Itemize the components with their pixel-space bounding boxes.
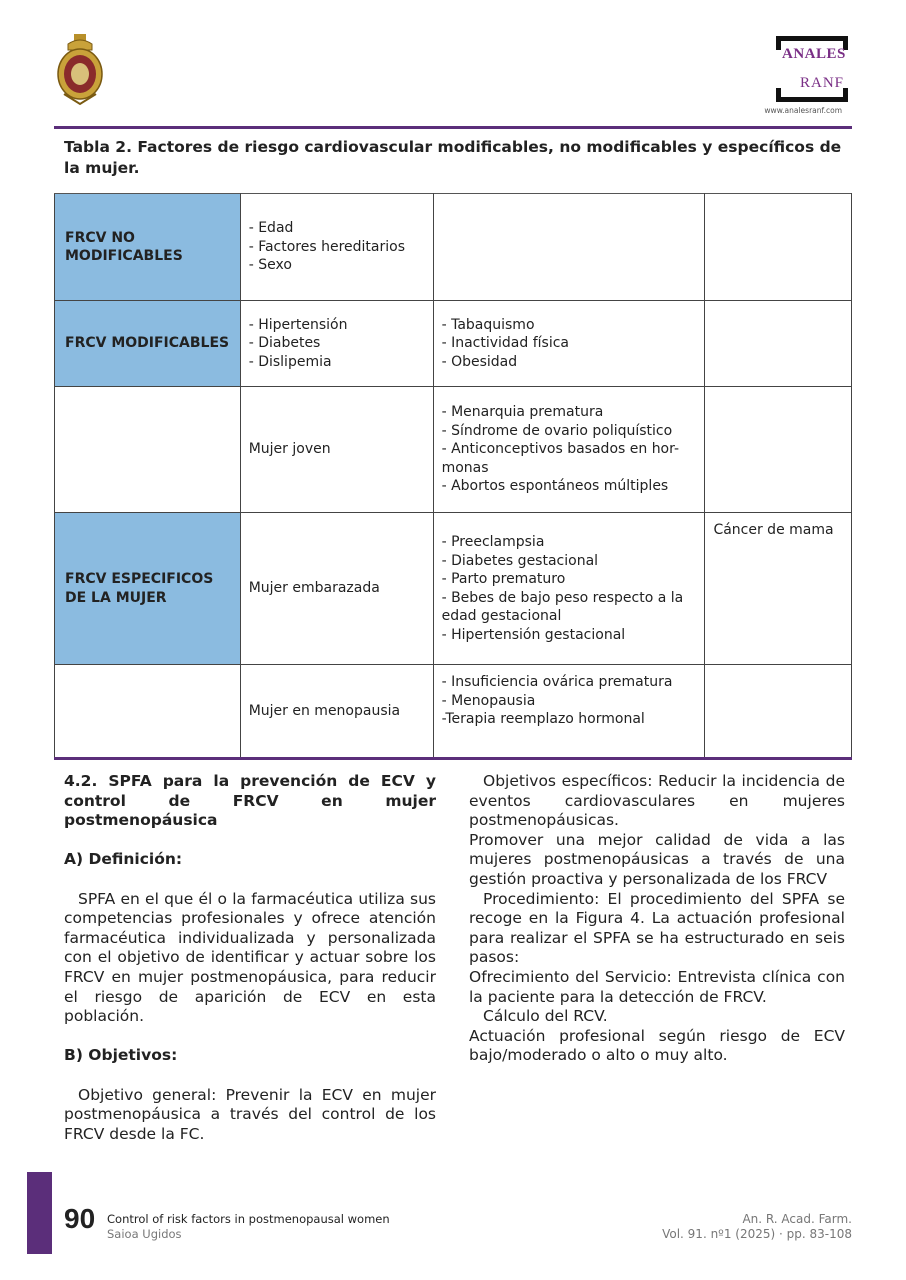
logo-ranf-text: RANF — [799, 75, 844, 91]
cell-line: - Bebes de bajo peso respecto a la edad gestacional — [441, 589, 684, 624]
cell-line: - Inactividad física — [441, 335, 569, 352]
right-column — [469, 772, 845, 1066]
row-col3: Cáncer de mama — [705, 513, 852, 665]
cell-line: - Preeclampsia — [441, 534, 545, 550]
running-title: Control of risk factors in postmenopausal women — [107, 1212, 390, 1226]
table-bottom-rule — [54, 757, 852, 760]
cell-line: - Hipertensión gestacional — [441, 626, 626, 643]
row-col3 — [705, 387, 852, 513]
table-title: Tabla 2. Factores de riesgo cardiovascular modificables, no modificables y específicos de la mujer. — [64, 138, 842, 177]
table-row — [55, 513, 852, 665]
row-head — [55, 387, 241, 513]
cell-line: - Diabetes — [248, 335, 321, 352]
academy-crest-logo — [54, 34, 106, 106]
cell-line: Mujer en menopausia — [248, 703, 401, 720]
row-col2 — [433, 301, 705, 387]
cell-line: - Diabetes gestacional — [441, 552, 599, 569]
table-row — [55, 387, 852, 513]
action-paragraph: Actuación profesional según riesgo de ECV bajo/moderado o alto o muy alto. — [469, 1026, 845, 1065]
procedure-paragraph: Procedimiento: El procedimiento del SPFA se recoge en la Figura 4. La actuación profesional para realizar el SPFA se ha estructurado en seis pasos: — [469, 889, 845, 967]
section-title: 4.2. SPFA para la prevención de ECV y control de FRCV en mujer postmenopáusica — [64, 772, 436, 830]
row-col1 — [240, 513, 433, 665]
cell-line: - Sexo — [248, 257, 292, 274]
cell-line: Mujer embarazada — [248, 580, 380, 597]
logo-url: www.analesranf.com — [764, 106, 842, 115]
running-author: Saioa Ugidos — [107, 1227, 182, 1241]
cell-line: - Factores hereditarios — [248, 238, 406, 255]
general-objective-paragraph: Objetivo general: Prevenir la ECV en mujer postmenopáusica a través del control de los FRCV desde la FC. — [64, 1085, 436, 1143]
row-col1 — [240, 194, 433, 301]
row-col1 — [240, 301, 433, 387]
row-head: FRCV MODIFICABLES — [55, 301, 241, 387]
row-head: FRCV NO MODIFICABLES — [55, 194, 241, 301]
cell-line: - Hipertensión — [248, 316, 348, 333]
cell-line: Mujer joven — [248, 441, 331, 458]
offer-paragraph: Ofrecimiento del Servicio: Entrevista clínica con la paciente para la detección de FRCV. — [469, 967, 845, 1006]
cell-line: - Edad — [248, 220, 294, 237]
definition-heading: A) Definición: — [64, 850, 183, 869]
table-row — [55, 301, 852, 387]
journal-name: An. R. Acad. Farm. — [742, 1212, 852, 1226]
cell-line: -Terapia reemplazo hormonal — [441, 711, 645, 727]
page-number: 90 — [64, 1203, 96, 1234]
definition-paragraph: SPFA en el que él o la farmacéutica utiliza sus competencias profesionales y ofrece atención farmacéutica individualizada y personalizada con el objetivo de identificar y actuar sobre los FRCV en mujer postmenopáusica, para reducir el riesgo de aparición de ECV en esta población. — [64, 889, 436, 1026]
cell-line: - Menarquia prematura — [441, 404, 604, 421]
cell-line: - Dislipemia — [248, 353, 332, 370]
left-column — [64, 772, 436, 1144]
table-row — [55, 194, 852, 301]
specific-objectives-paragraph: Objetivos específicos: Reducir la incidencia de eventos cardiovasculares en mujeres postmenopáusicas. — [469, 772, 845, 830]
row-col2 — [433, 387, 705, 513]
footer-accent-bar — [27, 1172, 52, 1254]
header-rule — [54, 126, 852, 129]
cell-line: - Anticonceptivos basados en hor-monas — [441, 441, 680, 476]
calculation-paragraph: Cálculo del RCV. — [483, 1007, 608, 1026]
objectives-heading: B) Objetivos: — [64, 1046, 178, 1065]
anales-ranf-logo — [764, 36, 850, 116]
row-col3 — [705, 301, 852, 387]
cell-line: - Insuficiencia ovárica prematura — [441, 674, 673, 690]
cell-line: - Síndrome de ovario poliquístico — [441, 422, 673, 439]
logo-anales-text: ANALES — [782, 46, 846, 62]
row-head — [55, 665, 241, 759]
row-col1 — [240, 387, 433, 513]
row-col2 — [433, 665, 705, 759]
cell-line: - Abortos espontáneos múltiples — [441, 478, 669, 495]
row-col3 — [705, 665, 852, 759]
row-col2 — [433, 194, 705, 301]
risk-factors-table — [54, 193, 852, 759]
cell-line: - Tabaquismo — [441, 316, 535, 333]
row-col1 — [240, 665, 433, 759]
row-head: FRCV ESPECIFICOS DE LA MUJER — [55, 513, 241, 665]
cell-line: - Obesidad — [441, 353, 518, 370]
row-col3 — [705, 194, 852, 301]
journal-volume: Vol. 91. nº1 (2025) · pp. 83-108 — [662, 1227, 852, 1241]
table-row — [55, 665, 852, 759]
promote-paragraph: Promover una mejor calidad de vida a las mujeres postmenopáusicas a través de una gestión proactiva y personalizada de los FRCV — [469, 830, 845, 888]
cell-line: - Parto prematuro — [441, 571, 566, 587]
row-col2 — [433, 513, 705, 665]
cell-line: - Menopausia — [441, 692, 536, 709]
